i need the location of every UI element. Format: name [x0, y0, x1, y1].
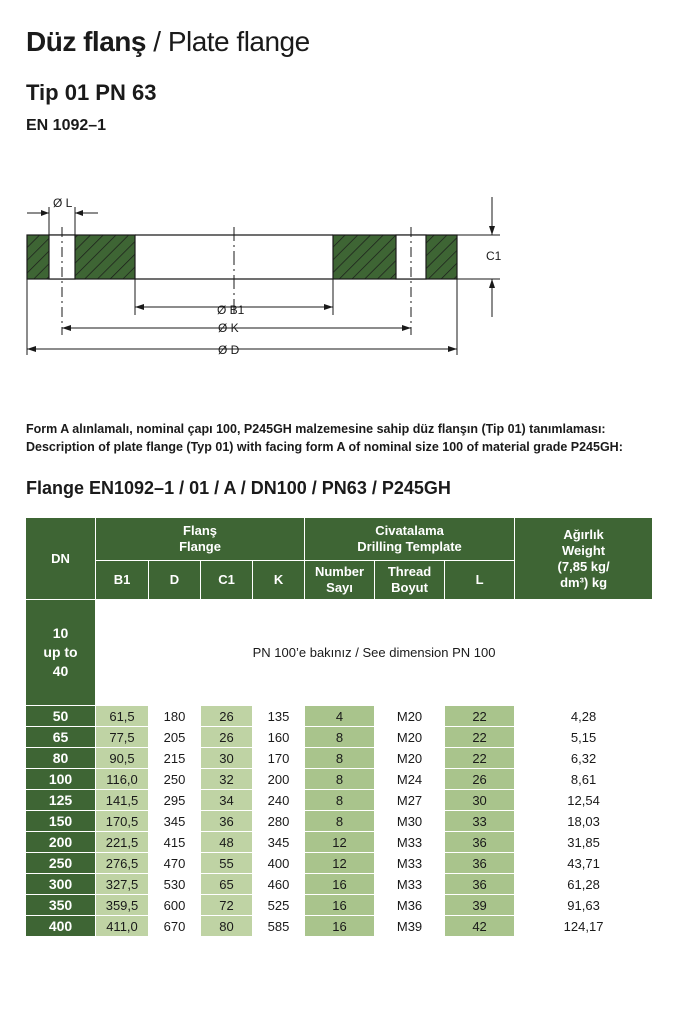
cell-thread: M27	[375, 790, 445, 811]
cell-thread: M20	[375, 727, 445, 748]
header-k: K	[253, 561, 305, 600]
cell-l: 36	[445, 832, 515, 853]
cell-l: 22	[445, 748, 515, 769]
label-diameter-K: Ø K	[218, 321, 239, 335]
cell-number: 16	[305, 874, 375, 895]
cell-k: 525	[253, 895, 305, 916]
cell-d: 295	[149, 790, 201, 811]
flange-section-left	[27, 235, 135, 279]
cell-weight: 18,03	[515, 811, 653, 832]
header-flange-en: Flange	[179, 539, 221, 554]
cell-d: 180	[149, 706, 201, 727]
cell-thread: M30	[375, 811, 445, 832]
cell-k: 240	[253, 790, 305, 811]
cell-c1: 26	[201, 727, 253, 748]
header-weight-l4: dm³) kg	[560, 574, 608, 590]
band-dn-cell	[26, 600, 96, 706]
table-row	[26, 853, 653, 874]
cell-d: 530	[149, 874, 201, 895]
table-row	[26, 916, 653, 937]
table-row	[26, 811, 653, 832]
header-d: D	[149, 561, 201, 600]
cell-dn: 350	[26, 895, 96, 916]
cell-weight: 91,63	[515, 895, 653, 916]
cell-number: 16	[305, 895, 375, 916]
header-thread-l2: Boyut	[391, 580, 428, 595]
band-note: PN 100’e bakınız / See dimension PN 100	[96, 600, 653, 706]
cell-weight: 43,71	[515, 853, 653, 874]
header-l: L	[445, 561, 515, 600]
table-row-band	[26, 600, 653, 706]
title-separator: /	[145, 26, 168, 57]
band-dn-l1: 10	[52, 625, 69, 641]
label-diameter-L: Ø L	[53, 196, 73, 210]
cell-weight: 4,28	[515, 706, 653, 727]
cell-c1: 30	[201, 748, 253, 769]
dimension-table	[25, 517, 653, 937]
cell-dn: 50	[26, 706, 96, 727]
table-row	[26, 790, 653, 811]
header-weight-l2: Weight	[562, 542, 606, 558]
cell-l: 26	[445, 769, 515, 790]
header-b1: B1	[96, 561, 149, 600]
cell-l: 39	[445, 895, 515, 916]
cell-b1: 61,5	[96, 706, 149, 727]
cell-l: 42	[445, 916, 515, 937]
cell-number: 8	[305, 727, 375, 748]
cell-weight: 61,28	[515, 874, 653, 895]
cell-l: 30	[445, 790, 515, 811]
cell-thread: M33	[375, 832, 445, 853]
cell-thread: M33	[375, 853, 445, 874]
cell-d: 670	[149, 916, 201, 937]
cell-l: 36	[445, 853, 515, 874]
standard-label: EN 1092–1	[26, 117, 107, 134]
header-c1: C1	[201, 561, 253, 600]
header-number-l1: Number	[314, 564, 365, 579]
cell-dn: 400	[26, 916, 96, 937]
description-tr: Form A alınlamalı, nominal çapı 100, P245GH malzemesine sahip düz flanşın (Tip 01) tanımlaması:	[26, 422, 606, 436]
cell-k: 200	[253, 769, 305, 790]
table-row	[26, 874, 653, 895]
cell-b1: 77,5	[96, 727, 149, 748]
cell-dn: 65	[26, 727, 96, 748]
cell-k: 460	[253, 874, 305, 895]
cell-number: 16	[305, 916, 375, 937]
cell-k: 170	[253, 748, 305, 769]
cell-l: 22	[445, 706, 515, 727]
header-number	[305, 561, 375, 600]
cell-c1: 80	[201, 916, 253, 937]
cell-number: 8	[305, 811, 375, 832]
cell-weight: 12,54	[515, 790, 653, 811]
cell-dn: 80	[26, 748, 96, 769]
cell-weight: 8,61	[515, 769, 653, 790]
cell-l: 36	[445, 874, 515, 895]
cell-c1: 55	[201, 853, 253, 874]
flange-section-right	[333, 235, 457, 279]
cell-d: 470	[149, 853, 201, 874]
cell-k: 280	[253, 811, 305, 832]
table-row	[26, 832, 653, 853]
cell-b1: 359,5	[96, 895, 149, 916]
cell-d: 250	[149, 769, 201, 790]
cell-d: 415	[149, 832, 201, 853]
page-title	[26, 26, 310, 58]
cell-number: 4	[305, 706, 375, 727]
cell-c1: 72	[201, 895, 253, 916]
cell-b1: 141,5	[96, 790, 149, 811]
cell-c1: 34	[201, 790, 253, 811]
label-diameter-B1: Ø B1	[217, 303, 245, 317]
header-weight-l1: Ağırlık	[563, 526, 604, 542]
header-thread-l1: Thread	[387, 564, 432, 579]
cell-k: 160	[253, 727, 305, 748]
band-dn-l2: up to	[43, 644, 78, 660]
cell-k: 135	[253, 706, 305, 727]
cell-number: 12	[305, 832, 375, 853]
cell-dn: 100	[26, 769, 96, 790]
cell-thread: M20	[375, 748, 445, 769]
description-en: Description of plate flange (Typ 01) with facing form A of nominal size 100 of material grade P245GH:	[26, 440, 623, 454]
cell-number: 8	[305, 769, 375, 790]
label-diameter-D: Ø D	[218, 343, 240, 357]
cell-dn: 150	[26, 811, 96, 832]
cell-b1: 411,0	[96, 916, 149, 937]
header-weight	[515, 518, 653, 600]
table-row	[26, 706, 653, 727]
subtitle: Tip 01 PN 63	[26, 80, 157, 105]
header-flange-tr: Flanş	[183, 523, 217, 538]
header-drilling-en: Drilling Template	[357, 539, 462, 554]
cell-dn: 300	[26, 874, 96, 895]
cell-c1: 32	[201, 769, 253, 790]
title-tr: Düz flanş	[26, 26, 146, 57]
cell-d: 215	[149, 748, 201, 769]
cell-dn: 200	[26, 832, 96, 853]
title-en: Plate flange	[167, 26, 310, 57]
cell-c1: 65	[201, 874, 253, 895]
cell-d: 205	[149, 727, 201, 748]
header-drilling-group	[305, 518, 515, 561]
header-drilling-tr: Civatalama	[375, 523, 444, 538]
cell-b1: 90,5	[96, 748, 149, 769]
description	[26, 420, 623, 456]
designation-example: Flange EN1092–1 / 01 / A / DN100 / PN63 / P245GH	[26, 478, 451, 498]
cell-number: 8	[305, 748, 375, 769]
cell-thread: M39	[375, 916, 445, 937]
cell-b1: 221,5	[96, 832, 149, 853]
cell-weight: 31,85	[515, 832, 653, 853]
flange-cross-section-diagram	[0, 185, 700, 370]
header-flange-group	[96, 518, 305, 561]
label-C1: C1	[486, 249, 502, 263]
cell-b1: 116,0	[96, 769, 149, 790]
cell-b1: 327,5	[96, 874, 149, 895]
table-row	[26, 895, 653, 916]
cell-l: 33	[445, 811, 515, 832]
cell-k: 400	[253, 853, 305, 874]
cell-thread: M33	[375, 874, 445, 895]
cell-d: 600	[149, 895, 201, 916]
cell-d: 345	[149, 811, 201, 832]
cell-dn: 125	[26, 790, 96, 811]
cell-k: 585	[253, 916, 305, 937]
cell-number: 8	[305, 790, 375, 811]
cell-b1: 170,5	[96, 811, 149, 832]
header-number-l2: Sayı	[326, 580, 353, 595]
table-row	[26, 769, 653, 790]
header-weight-l3: (7,85 kg/	[557, 558, 610, 574]
header-dn: DN	[26, 518, 96, 600]
cell-thread: M24	[375, 769, 445, 790]
cell-b1: 276,5	[96, 853, 149, 874]
cell-c1: 48	[201, 832, 253, 853]
cell-l: 22	[445, 727, 515, 748]
cell-c1: 36	[201, 811, 253, 832]
cell-number: 12	[305, 853, 375, 874]
cell-weight: 6,32	[515, 748, 653, 769]
cell-weight: 5,15	[515, 727, 653, 748]
band-dn-l3: 40	[52, 663, 69, 679]
cell-dn: 250	[26, 853, 96, 874]
table-row	[26, 727, 653, 748]
header-thread	[375, 561, 445, 600]
cell-weight: 124,17	[515, 916, 653, 937]
cell-thread: M36	[375, 895, 445, 916]
cell-c1: 26	[201, 706, 253, 727]
cell-k: 345	[253, 832, 305, 853]
cell-thread: M20	[375, 706, 445, 727]
table-row	[26, 748, 653, 769]
